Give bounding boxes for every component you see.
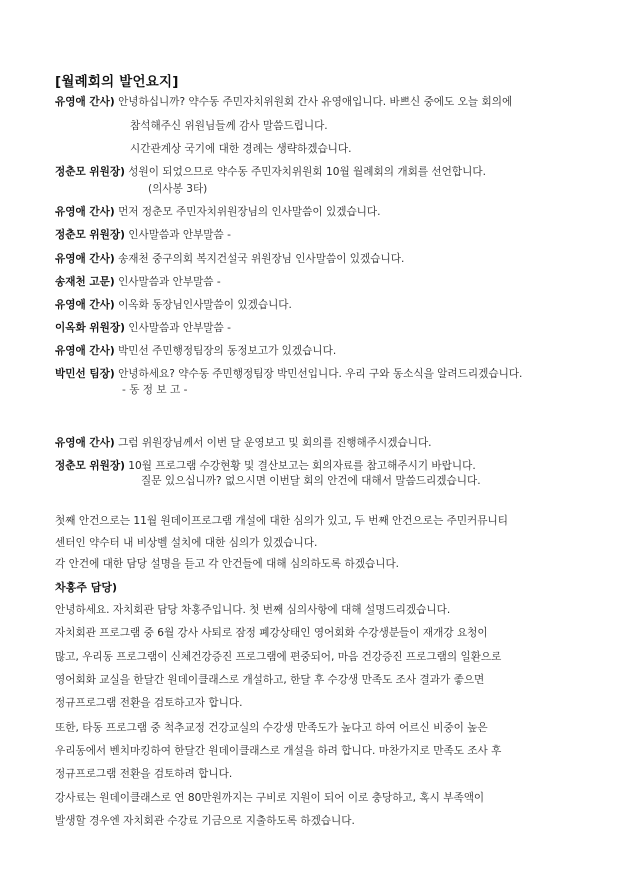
speaker-label: 유영애 간사): [55, 96, 115, 108]
speech-text: 안녕하세요? 약수동 주민행정팀장 박민선입니다. 우리 구와 동소식을 알려드리겠습니다.: [114, 368, 523, 380]
paragraph-line: [55, 538, 317, 549]
transcript-line: [55, 230, 231, 241]
transcript-line: [55, 369, 522, 380]
body-text: 정규프로그램 전환을 검토하고자 합니다.: [55, 697, 243, 709]
speaker-label: 박민선 팀장): [55, 368, 115, 380]
transcript-line: [148, 184, 207, 195]
paragraph-line: [55, 746, 501, 757]
body-text: 많고, 우리동 프로그램이 신체건강증진 프로그램에 편중되어, 마음 건강증진 프로그램의 일환으로: [55, 651, 502, 663]
speech-text: 인사말씀과 안부말씀 -: [124, 322, 231, 334]
speaker-label: 정춘모 위원장): [55, 229, 125, 241]
speaker-label: 이옥화 위원장): [55, 322, 125, 334]
speaker-label: 정춘모 위원장): [55, 460, 125, 472]
document-title: [월례회의 발언요지]: [55, 74, 179, 90]
speech-text: 이옥화 동장님인사말씀이 있겠습니다.: [114, 299, 292, 311]
body-text: 자치회관 프로그램 중 6월 강사 사퇴로 잠정 폐강상태인 영어회화 수강생분들이 재개강 요청이: [55, 627, 488, 639]
paragraph-line: [55, 675, 484, 686]
transcript-line: [55, 167, 486, 178]
speech-text: 인사말씀과 안부말씀 -: [124, 229, 231, 241]
speaker-label: 유영애 간사): [55, 206, 115, 218]
speaker-label: 유영애 간사): [55, 345, 115, 357]
transcript-line: [130, 144, 352, 155]
body-text: 또한, 타동 프로그램 중 척추교정 건강교실의 수강생 만족도가 높다고 하여 어르신 비중이 높은: [55, 722, 488, 734]
paragraph-line: [55, 723, 488, 734]
stage-note: (의사봉 3타): [148, 183, 208, 195]
transcript-line: [122, 385, 187, 396]
body-text: 각 안건에 대한 담당 설명을 듣고 각 안건들에 대해 심의하도록 하겠습니다.: [55, 558, 400, 570]
transcript-line: [55, 323, 231, 334]
body-text: 안녕하세요. 자치회관 담당 차홍주입니다. 첫 번째 심의사항에 대해 설명드리겠습니다.: [55, 604, 451, 616]
stage-note: - 동 정 보 고 -: [122, 384, 188, 396]
body-text: 센터인 약수터 내 비상벨 설치에 대한 심의가 있겠습니다.: [55, 537, 318, 549]
transcript-line: [55, 97, 512, 108]
speech-text: 시간관계상 국기에 대한 경례는 생략하겠습니다.: [130, 143, 352, 155]
transcript-line: [141, 476, 481, 487]
paragraph-line: [55, 605, 450, 616]
speech-text: 먼저 정춘모 주민자치위원장님의 인사말씀이 있겠습니다.: [114, 206, 381, 218]
speech-text: 박민선 주민행정팀장의 동정보고가 있겠습니다.: [114, 345, 337, 357]
transcript-line: [55, 438, 432, 449]
body-text: 강사료는 원데이클래스로 연 80만원까지는 구비로 지원이 되어 이로 충당하고, 혹시 부족액이: [55, 792, 485, 804]
transcript-line: [55, 277, 221, 288]
speaker-label: 송재천 고문): [55, 276, 115, 288]
body-text: 우리동에서 벤치마킹하여 한달간 원데이클래스로 개설을 하려 합니다. 마찬가지로 만족도 조사 후: [55, 745, 502, 757]
speech-text: 안녕하십니까? 약수동 주민자치위원회 간사 유영애입니다. 바쁘신 중에도 오늘 회의에: [114, 96, 513, 108]
speech-text: 인사말씀과 안부말씀 -: [114, 276, 221, 288]
transcript-line: [130, 121, 328, 132]
body-text: 정규프로그램 전환을 검토하려 합니다.: [55, 768, 233, 780]
speaker-label: 정춘모 위원장): [55, 166, 125, 178]
paragraph-line: [55, 559, 399, 570]
paragraph-line: [55, 652, 501, 663]
transcript-line: [55, 300, 292, 311]
transcript-line: [55, 254, 404, 265]
paragraph-line: [55, 698, 242, 709]
body-text: 첫째 안건으로는 11월 원데이프로그램 개설에 대한 심의가 있고, 두 번째 안건으로는 주민커뮤니티: [55, 515, 508, 527]
speech-text: 10월 프로그램 수강현황 및 결산보고는 회의자료를 참고해주시기 바랍니다.: [124, 460, 476, 472]
body-text: 발생할 경우엔 자치회관 수강료 기금으로 지출하도록 하겠습니다.: [55, 815, 355, 827]
speaker-label: 유영애 간사): [55, 299, 115, 311]
speech-text: 성원이 되었으므로 약수동 주민자치위원회 10월 월례회의 개회를 선언합니다.: [124, 166, 486, 178]
transcript-line: [55, 346, 336, 357]
paragraph-line: [55, 769, 232, 780]
paragraph-line: [55, 793, 484, 804]
transcript-line: [55, 461, 476, 472]
body-text: 영어회화 교실을 한달간 원데이클래스로 개설하고, 한달 후 수강생 만족도 조사 결과가 좋으면: [55, 674, 485, 686]
paragraph-line: [55, 516, 508, 527]
transcript-line: [55, 582, 117, 594]
paragraph-line: [55, 628, 488, 639]
speaker-label: 유영애 간사): [55, 253, 115, 265]
speaker-label: 차홍주 담당): [55, 581, 117, 594]
speech-text: 참석해주신 위원님들께 감사 말씀드립니다.: [130, 120, 328, 132]
transcript-line: [55, 207, 381, 218]
speech-text: 송재천 중구의회 복지건설국 위원장님 인사말씀이 있겠습니다.: [114, 253, 405, 265]
speaker-label: 유영애 간사): [55, 437, 115, 449]
paragraph-line: [55, 816, 355, 827]
speech-text: 그럼 위원장님께서 이번 달 운영보고 및 회의를 진행해주시겠습니다.: [114, 437, 432, 449]
speech-text: 질문 있으십니까? 없으시면 이번달 회의 안건에 대해서 말씀드리겠습니다.: [141, 475, 481, 487]
